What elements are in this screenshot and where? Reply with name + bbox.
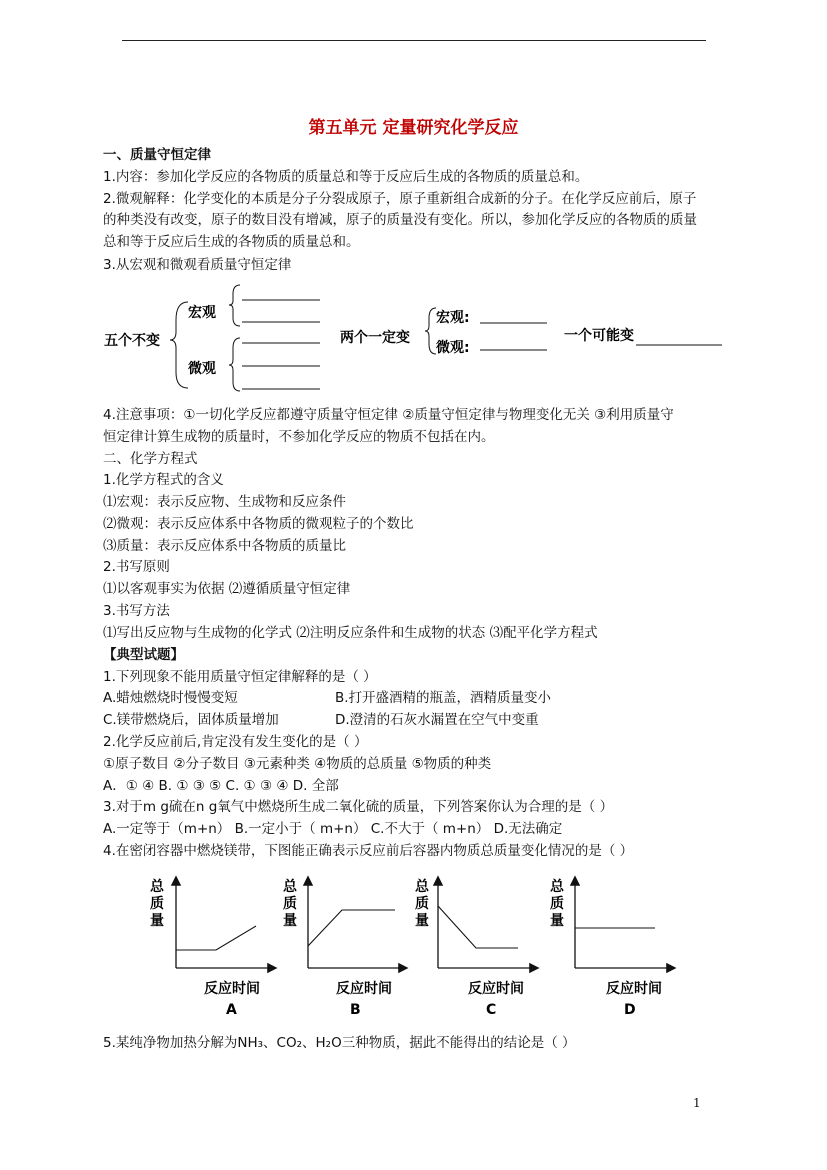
exercise-heading: 【典型试题】 [103,647,184,663]
graph-letter-d: D [624,1002,636,1018]
y-label-char: 质 [283,896,297,912]
page-number: 1 [693,1096,701,1110]
graph-a [150,878,275,1018]
y-label-char: 量 [550,913,564,929]
y-label-char: 总 [550,879,564,895]
question-1: 1.下列现象不能用质量守恒定律解释的是（ ） [103,669,377,685]
y-label-char: 量 [283,913,297,929]
graph-c [415,878,537,1018]
option-a: A.蜡烛燃烧时慢慢变短 [103,690,238,706]
option-d: D.澄清的石灰水漏置在空气中变重 [335,712,539,728]
x-label: 反应时间 [336,981,392,997]
question-2-items: ①原子数目 ②分子数目 ③元素种类 ④物质的总质量 ⑤物质的种类 [103,756,492,772]
diagram-macro-2: 宏观: [436,310,470,326]
text-line: ⑵微观：表示反应体系中各物质的微观粒子的个数比 [103,516,414,532]
diagram-micro-2: 微观: [436,340,470,356]
y-label-char: 量 [415,913,429,929]
text-line: ⑴写出反应物与生成物的化学式 ⑵注明反应条件和生成物的状态 ⑶配平化学方程式 [103,625,598,641]
y-label-char: 质 [415,896,429,912]
graph-letter-b: B [350,1002,361,1018]
question-3-options: A.一定等于（m+n） B.一定小于（ m+n） C.不大于（ m+n） D.无法确定 [103,821,563,837]
question-4: 4.在密闭容器中燃烧镁带，下图能正确表示反应前后容器内物质总质量变化情况的是（ ） [103,843,634,859]
x-label: 反应时间 [204,981,260,997]
graph-d [550,878,674,1018]
text-line: 3.书写方法 [103,603,170,619]
y-label-char: 总 [283,879,297,895]
diagram-macro: 宏观 [188,305,216,321]
question-4-graphs [140,868,720,1018]
text-line: 总和等于反应后生成的各物质的质量总和。 [103,234,360,250]
x-label: 反应时间 [606,981,662,997]
graph-letter-a: A [226,1002,237,1018]
graph-b [283,878,406,1018]
option-c: C.镁带燃烧后，固体质量增加 [103,712,279,728]
question-2-options: A．① ④ B. ① ③ ⑤ C. ① ③ ④ D. 全部 [103,778,339,794]
text-line: 3.从宏观和微观看质量守恒定律 [103,257,292,273]
graph-letter-c: C [486,1002,497,1018]
y-label-char: 质 [550,896,564,912]
option-b: B.打开盛酒精的瓶盖，酒精质量变小 [335,690,552,706]
diagram-maybe-changed: 一个可能变 [564,328,634,344]
question-2: 2.化学反应前后,肯定没有发生变化的是（ ） [103,734,368,750]
text-line: ⑴宏观：表示反应物、生成物和反应条件 [103,494,346,510]
y-label-char: 总 [150,879,164,895]
conservation-diagram [100,280,740,398]
text-line: 恒定律计算生成物的质量时，不参加化学反应的物质不包括在内。 [103,429,495,445]
y-label-char: 总 [415,879,429,895]
text-line: 的种类没有改变，原子的数目没有增减，原子的质量没有变化。所以，参加化学反应的各物质的质量 [103,212,697,228]
text-line: ⑶质量：表示反应体系中各物质的质量比 [103,538,346,554]
header-rule [122,40,706,41]
text-line: ⑴以客观事实为依据 ⑵遵循质量守恒定律 [103,581,351,597]
y-label-char: 量 [150,913,164,929]
question-3: 3.对于m g硫在n g氧气中燃烧所生成二氧化硫的质量，下列答案你认为合理的是（ ） [103,799,614,815]
diagram-two-changed: 两个一定变 [340,330,410,346]
text-line: 2.书写原则 [103,559,170,575]
x-label: 反应时间 [468,981,524,997]
text-line: 4.注意事项：①一切化学反应都遵守质量守恒定律 ②质量守恒定律与物理变化无关 ③利用质量守 [103,407,674,423]
text-line: 1.内容：参加化学反应的各物质的质量总和等于反应后生成的各物质的质量总和。 [103,169,589,185]
diagram-micro: 微观 [188,361,216,377]
y-label-char: 质 [150,896,164,912]
section-heading-1: 一、质量守恒定律 [103,147,211,163]
page-title: 第五单元 定量研究化学反应 [308,118,519,138]
question-5: 5.某纯净物加热分解为NH₃、CO₂、H₂O三种物质，据此不能得出的结论是（ ） [103,1035,576,1051]
text-line: 2.微观解释：化学变化的本质是分子分裂成原子，原子重新组合成新的分子。在化学反应前后，原子 [103,191,697,207]
text-line: 1.化学方程式的含义 [103,472,224,488]
section-heading-2: 二、化学方程式 [103,451,198,467]
diagram-five-unchanged: 五个不变 [104,333,160,349]
